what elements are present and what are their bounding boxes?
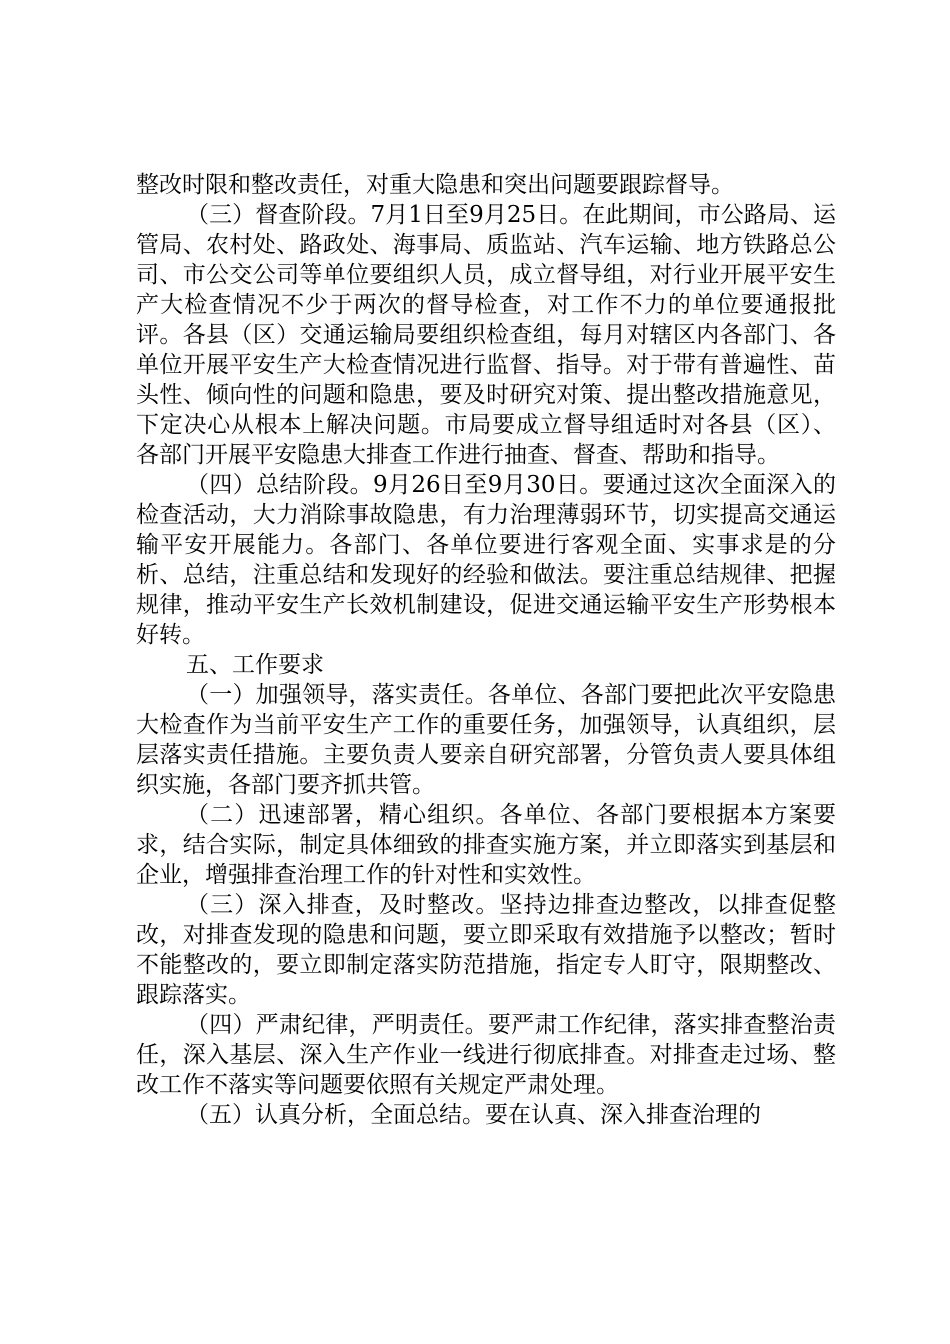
document-body [136,170,836,1130]
paragraph-requirement-4: （四）严肃纪律，严明责任。要严肃工作纪律，落实排查整治责任，深入基层、深入生产作业一线进行彻底排查。对排查走过场、整改工作不落实等问题要依照有关规定严肃处理。 [136,1012,836,1098]
paragraph-supervision-stage: （三）督查阶段。7月1日至9月25日。在此期间，市公路局、运管局、农村处、路政处、海事局、质监站、汽车运输、地方铁路总公司、市公交公司等单位要组织人员，成立督导组，对行业开展平安生产大检查情况不少于两次的督导检查，对工作不力的单位要通报批评。各县（区）交通运输局要组织检查组，每月对辖区内各部门、各单位开展平安生产大检查情况进行监督、指导。对于带有普遍性、苗头性、倾向性的问题和隐患，要及时研究对策、提出整改措施意见，下定决心从根本上解决问题。市局要成立督导组适时对各县（区）、各部门开展平安隐患大排查工作进行抽查、督查、帮助和指导。 [136,202,836,468]
paragraph-requirement-5: （五）认真分析，全面总结。要在认真、深入排查治理的 [186,1102,761,1128]
section-heading-work-requirements: 五、工作要求 [186,652,324,678]
paragraph-requirement-2: （二）迅速部署，精心组织。各单位、各部门要根据本方案要求，结合实际，制定具体细致的排查实施方案，并立即落实到基层和企业，增强排查治理工作的针对性和实效性。 [136,802,836,888]
paragraph-continuation: 整改时限和整改责任，对重大隐患和突出问题要跟踪督导。 [136,172,734,198]
paragraph-requirement-1: （一）加强领导，落实责任。各单位、各部门要把此次平安隐患大检查作为当前平安生产工作的重要任务，加强领导，认真组织，层层落实责任措施。主要负责人要亲自研究部署，分管负责人要具体组织实施，各部门要齐抓共管。 [136,682,836,798]
paragraph-summary-stage: （四）总结阶段。9月26日至9月30日。要通过这次全面深入的检查活动，大力消除事故隐患，有力治理薄弱环节，切实提高交通运输平安开展能力。各部门、各单位要进行客观全面、实事求是的分析、总结，注重总结和发现好的经验和做法。要注重总结规律、把握规律，推动平安生产长效机制建设，促进交通运输平安生产形势根本好转。 [136,472,836,648]
paragraph-requirement-3: （三）深入排查，及时整改。坚持边排查边整改，以排查促整改，对排查发现的隐患和问题，要立即采取有效措施予以整改；暂时不能整改的，要立即制定落实防范措施，指定专人盯守，限期整改、跟踪落实。 [136,892,836,1008]
